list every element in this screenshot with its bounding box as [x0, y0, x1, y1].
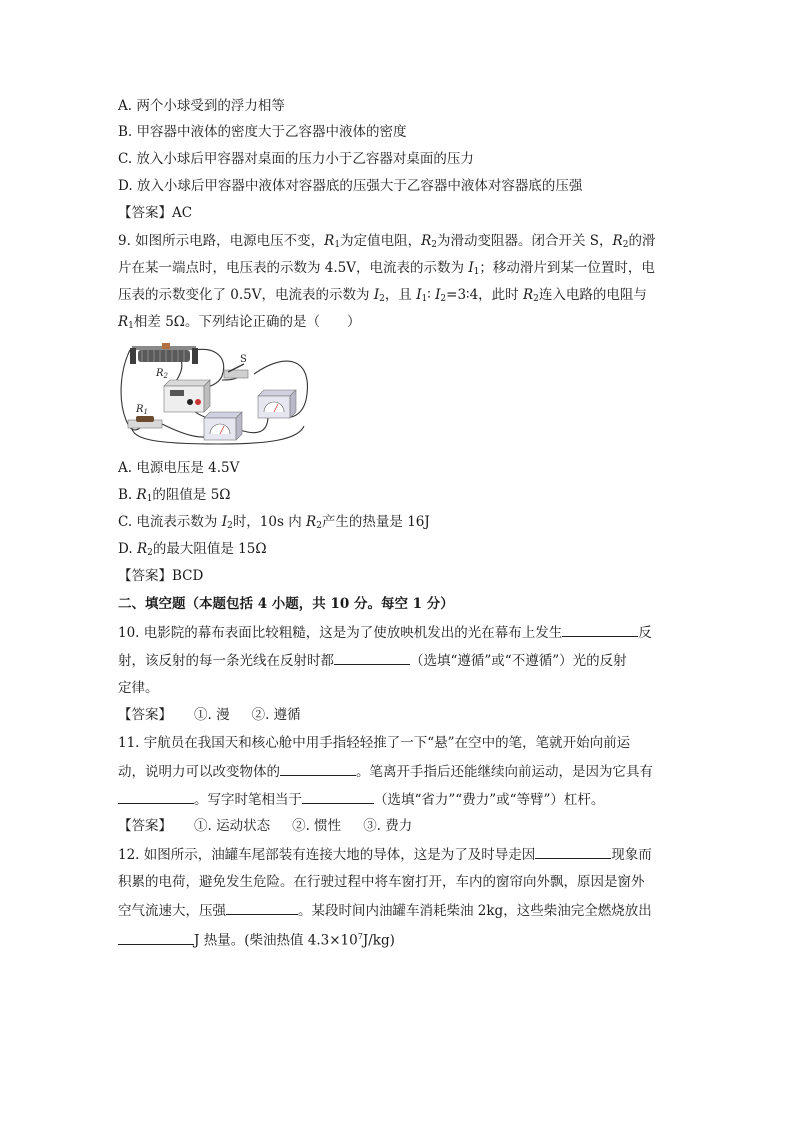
- q9-line-4: $R_1$相差 5Ω。下列结论正确的是（ ）: [118, 314, 361, 331]
- answer-blank: [118, 930, 194, 945]
- voltmeter: [258, 390, 296, 418]
- wire: [240, 416, 268, 433]
- answer-blank: [118, 789, 194, 804]
- q10-line-3: 定律。: [118, 680, 159, 696]
- q12-line-4: J 热量。(柴油热值 $4.3\times 10^7J/kg$): [118, 927, 395, 951]
- q9-option-a: A. 电源电压是 4.5V: [118, 460, 240, 476]
- q9-option-d: D. $R_2$的最大阻值是 15Ω: [118, 541, 267, 558]
- ammeter: [204, 412, 242, 440]
- answer-blank: [334, 650, 410, 665]
- wire: [162, 424, 210, 437]
- switch-s: [224, 364, 248, 378]
- q10-answer: 【答案】 ①. 漫 ②. 遵循: [118, 707, 301, 723]
- q11-answer: 【答案】 ①. 运动状态 ②. 惯性 ③. 费力: [118, 818, 413, 834]
- q9-line-3: 压表的示数变化了 0.5V，电流表的示数为 $I_2$，且 $I_1∶$ $I_2=3∶4$，此时 $R_2$连入电路的电阻与: [118, 287, 647, 304]
- q8-option-d: D. 放入小球后甲容器中液体对容器底的压强大于乙容器中液体对容器底的压强: [118, 178, 583, 194]
- answer-blank: [226, 900, 298, 915]
- q9-option-b: B. $R_1$的阻值是 5Ω: [118, 487, 231, 504]
- q11-line-3: 。写字时笔相当于 （选填“省力”“费力”或“等臂”）杠杆。: [118, 789, 604, 810]
- q11-line-2: 动，说明力可以改变物体的 。笔离开手指后还能继续向前运动，是因为它具有: [118, 761, 653, 782]
- answer-blank: [302, 789, 374, 804]
- rheostat-slider: [162, 343, 170, 349]
- q10-line-1: 10. 电影院的幕布表面比较粗糙，这是为了使放映机发出的光在幕布上发生 反: [118, 622, 652, 643]
- q10-line-2: 射，该反射的每一条光线在反射时都 （选填“遵循”或“不遵循”）光的反射: [118, 650, 627, 671]
- rheostat-coil: [138, 350, 190, 362]
- q12-line-3: 空气流速大，压强 。某段时间内油罐车消耗柴油 2kg，这些柴油完全燃烧放出: [118, 900, 652, 921]
- power-supply: [164, 380, 210, 412]
- q12-line-1: 12. 如图所示，油罐车尾部装有连接大地的导体，这是为了及时导走因 现象而: [118, 844, 652, 865]
- q9-line-1: 9. 如图所示电路，电源电压不变，$R_1$为定值电阻，$R_2$为滑动变阻器。闭合开关 S，$R_2$的滑: [118, 233, 656, 250]
- resistor-r1: [128, 416, 162, 428]
- q8-option-b: B. 甲容器中液体的密度大于乙容器中液体的密度: [118, 124, 407, 140]
- answer-blank: [562, 622, 638, 637]
- q11-line-1: 11. 宇航员在我国天和核心舱中用手指轻轻推了一下“悬”在空中的笔，笔就开始向前运: [118, 735, 631, 751]
- label-r1: $R_1$: [136, 404, 148, 416]
- q12-line-2: 积累的电荷，避免发生危险。在行驶过程中将车窗打开，车内的窗帘向外飘，原因是窗外: [118, 874, 645, 890]
- label-s: S: [240, 354, 247, 365]
- section-title: 二、填空题（本题包括 4 小题，共 10 分。每空 1 分）: [118, 596, 454, 612]
- q8-answer: 【答案】AC: [118, 205, 193, 221]
- q8-option-a: A. 两个小球受到的浮力相等: [118, 98, 285, 114]
- label-r2: $R_2$: [156, 368, 168, 380]
- q9-answer: 【答案】BCD: [118, 568, 204, 584]
- answer-blank: [535, 844, 611, 859]
- q8-option-c: C. 放入小球后甲容器对桌面的压力小于乙容器对桌面的压力: [118, 151, 474, 167]
- q9-line-2: 片在某一端点时，电压表的示数为 4.5V，电流表的示数为 $I_1$；移动滑片到某一位置时，电: [118, 260, 655, 277]
- q9-option-c: C. 电流表示数为 $I_2$时，10s 内 $R_2$产生的热量是 16J: [118, 514, 430, 531]
- circuit-diagram: [118, 340, 318, 448]
- answer-blank: [280, 761, 356, 776]
- rheostat-r2: [130, 343, 198, 364]
